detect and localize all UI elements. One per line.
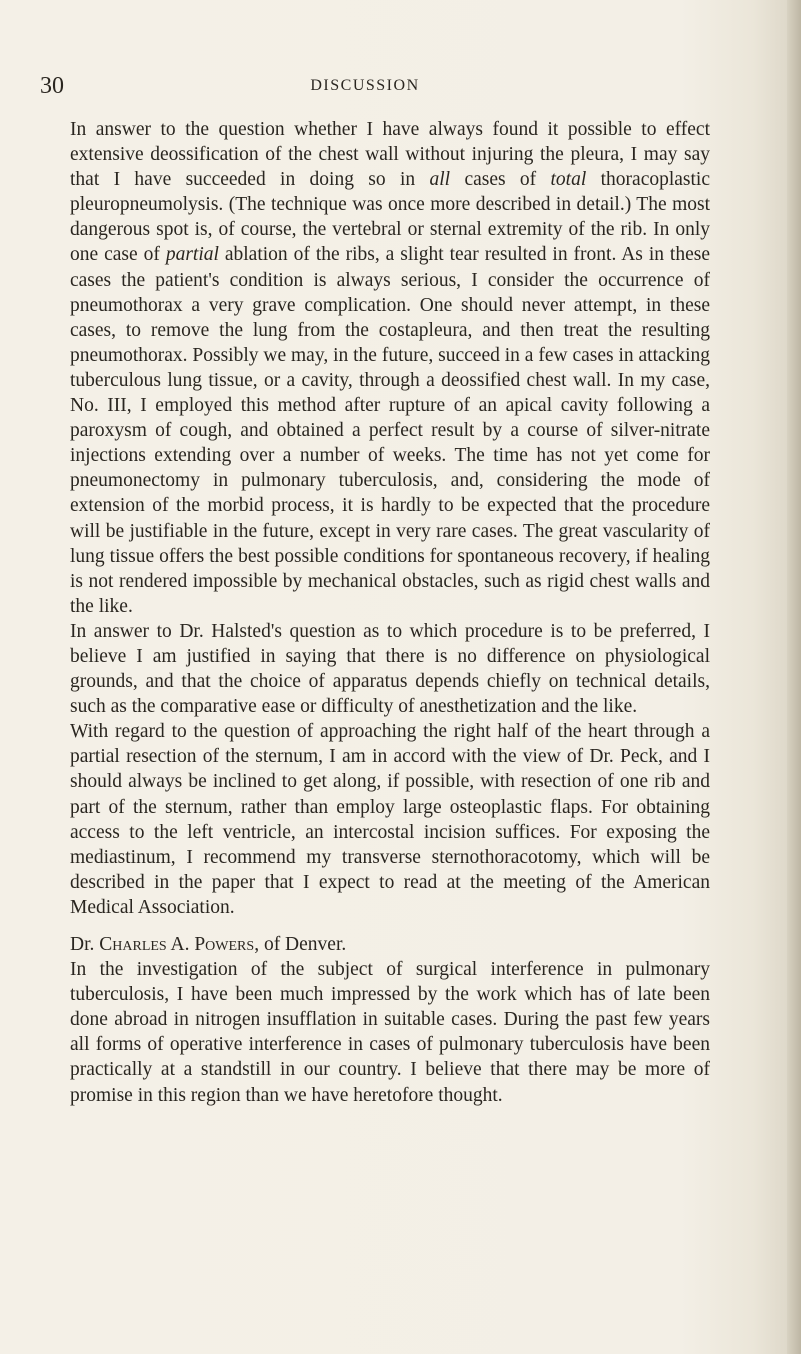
speaker-location: , of Denver. bbox=[254, 934, 347, 955]
text-run: ablation of the ribs, a slight tear resulted in front. As in these cases the patient's condition is always serious, I consider the occurrence of pneumothorax a very grave complication. One should never attempt, in these cases, to remove the lung from the costapleura, and then treat the resulting pneumothorax. Possibly we may, in the future, succeed in a few cases in attacking tuberculous lung tissue, or a cavity, through a deossified chest wall. In my case, No. III, I employed this method after rupture of an apical cavity following a paroxysm of cough, and obtained a perfect result by a course of silver-nitrate injections extending over a number of weeks. The time has not yet come for pneumonectomy in pulmonary tuberculosis, and, considering the mode of extension of the morbid process, it is hardly to be expected that the procedure will be justifiable in the future, except in very rare cases. The great vascularity of lung tissue offers the best possible conditions for spontaneous recovery, if healing is not rendered impossible by mechanical obstacles, such as rigid chest walls and the like. bbox=[70, 244, 710, 617]
paragraph: With regard to the question of approaching the right half of the heart through a partial resection of the sternum, I am in accord with the view of Dr. Peck, and I should always be inclined to get along, if possible, with resection of one rib and part of the sternum, rather than employ large osteoplastic flaps. For obtaining access to the left ventricle, an intercostal incision suffices. For exposing the mediastinum, I recommend my transverse sternothoracotomy, which will be described in the paper that I expect to read at the meeting of the American Medical Association. bbox=[70, 721, 710, 918]
emphasis: all bbox=[429, 169, 451, 191]
page-number: 30 bbox=[40, 73, 64, 99]
text-run: In answer to the question whether I have always found it possible to effect extensive deossification of the chest wall without injuring the pleura, I may say that I have succeeded in doing so in bbox=[70, 119, 710, 191]
paragraph: In the investigation of the subject of surgical interference in pulmonary tuberculosis, I have been much impressed by the work which has of late been done abroad in nitrogen insufflation in suitable cases. During the past few years all forms of operative interference in cases of pulmonary tuberculosis have been practically at a standstill in our country. I believe that there may be more of promise in this region than we have heretofore thought. bbox=[70, 959, 710, 1106]
paragraph bbox=[70, 117, 710, 619]
emphasis: partial bbox=[165, 244, 219, 266]
speaker-line bbox=[70, 932, 710, 957]
speaker-title: Dr. bbox=[70, 934, 100, 955]
body-text bbox=[70, 117, 710, 1108]
text-run: thoracoplastic pleuropneumolysis. (The technique was once more described in detail.) The most dangerous spot is, of course, the vertebral or sternal extremity of the rib. In only one case of bbox=[70, 169, 710, 266]
page-header bbox=[40, 73, 690, 103]
text-run: cases of bbox=[450, 169, 551, 191]
running-head: DISCUSSION bbox=[310, 77, 420, 94]
emphasis: total bbox=[550, 169, 587, 191]
page-edge-shadow bbox=[787, 0, 801, 1354]
paragraph: In answer to Dr. Halsted's question as to which procedure is to be preferred, I believe I am justified in saying that there is no difference on physiological grounds, and that the choice of apparatus depends chiefly on technical details, such as the comparative ease or difficulty of anesthetization and the like. bbox=[70, 620, 710, 718]
speaker-name: Charles A. Powers bbox=[99, 934, 255, 955]
